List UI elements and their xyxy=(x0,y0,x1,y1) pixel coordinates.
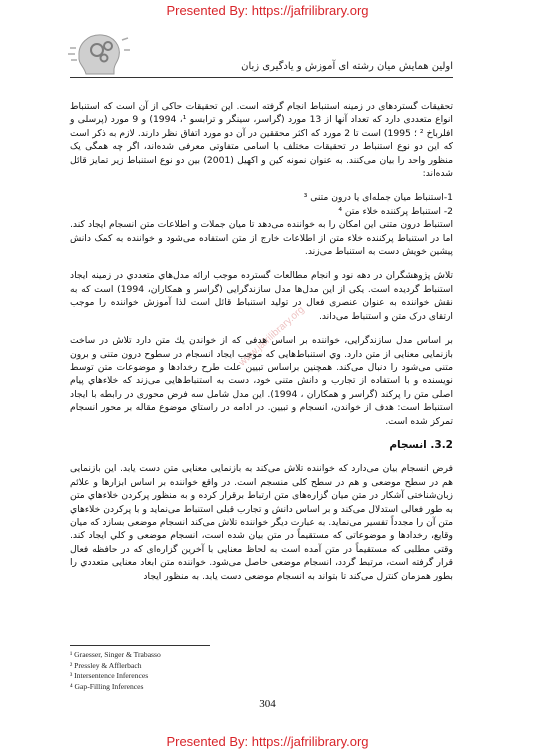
footnote-2: ² Pressley & Afflerbach xyxy=(70,660,142,670)
footnote-1: ¹ Graesser, Singer & Trabasso xyxy=(70,650,161,659)
footnote-divider xyxy=(70,645,210,646)
footnote-3: ³ Intersentence Inferences xyxy=(70,671,149,681)
paragraph-5: فرض انسجام بیان می‌دارد که خواننده تلاش می‌کند به بازنمایی معنایی متن دست یابد. این بازنمایی هم در سطح موضعی و هم در سطح کلی منسجم است. در واقع خواننده بر اساس ابزارها و علائم زبان‌شناختی آشکار در متن میان گزاره‌های متن ارتباط برقرار کرده و به منظور پرکردن خلاءهاي متن به طور فعالی استدلال می‌کند و بر اساس دانش و تجارب قبلی استنباط می‌نماید و با پرکردن خلاءهاي متن آن را مجدداً تفسیر می‌نماید. به عبارت دیگر خواننده تلاش می‌کند انسجام موضعی بسازد که میان وقایع، رخدادها و موضوعاتی که مستقیماً در متن بیان شده است، انسجام موضعی و کلي ایجاد کند. وقتی مطلبی که مستقیماً در متن آمده است به لحاظ معنایی با آخرین گزاره‌ای که در حافظه فعال قرار گرفته است، مرتبط گردد، انسجام موضعی حاصل می‌شود. خواننده متن ابعاد معنایی متعددي را بطور همزمان کنترل می‌کند تا بتواند به انسجام موضعی دست یابد. به منظور ایجاد xyxy=(70,463,453,582)
article-body xyxy=(70,100,453,594)
conference-header-title: اولین همایش میان رشته ای آموزش و یادگیری زبان xyxy=(241,61,453,72)
list-item-2: 2- استنباط پرکننده خلاء متن ⁴ xyxy=(338,205,453,217)
paragraph-2: استنباط درون متنی این امکان را به خواننده می‌دهد تا میان جملات و اطلاعات متن انسجام ایجاد کند. اما در استنباط پرکننده خلاء متن از اطلاعات خارج از متن استفاده می‌شود و خواننده به کمک دانش پیشین خویش دست به استنباط می‌زند. xyxy=(70,219,453,258)
watermark-text: www.jafrilibrary.org xyxy=(237,304,307,369)
bottom-banner-link[interactable]: Presented By: https://jafrilibrary.org xyxy=(166,734,369,749)
page-number: 304 xyxy=(259,698,276,710)
paragraph-4: بر اساس مدل سازندگرایی، خواننده بر اساس هدفی که از خواندن یك متن دارد تلاش در ساخت بازنمایی معنایی از متن دارد. وي استنباط‌هایی که موجب ایجاد انسجام در سطوح درون متنی و برون متنی می‌شود را دنبال می‌کند. همچنین براساس تبیین علت طرح رخدادها و موضوعات متن توسط نویسنده و با استفاده از تجارب و دانش متنی خود، دست به استنباط‌هایی می‌زند که خلاءهاي پیام اصلی متن را پرکند (گراسر و همکاران ، 1994). این مدل شامل سه فرض محوری در رابطه با ایجاد استنباط است: هدف از خواندن، انسجام و تبیین. در ادامه در راستاي موضوع مقاله بر محور انسجام تمرکز شده است. xyxy=(70,335,453,427)
top-banner-link[interactable]: Presented By: https://jafrilibrary.org xyxy=(166,3,369,18)
list-item-1: 1-استنباط میان جمله‌ای یا درون متنی ³ xyxy=(303,192,453,204)
paragraph-1: تحقیقات گستردهای در زمینه استنباط انجام گرفته است. این تحقیقات حاکی از آن است که استنباط انواع متعددی دارد که تعداد آنها از 13 مورد (گراسر، سینگر و ترابسو ¹، 1994) و 9 مورد (پرسلی و افلرباخ ² ؛ 1995) است تا 2 مورد که اکثر محققین در آن دو مورد اتفاق نظر دارند. لازم به ذکر است که این دو نوع استنباط در تحقیقات مختلف با اسامی متفاوتی معرفی شده‌اند، اگر چه همگی یک منظور واحد را بیان می‌کنند. به عنوان نمونه کین و اکهیل (2001) بین دو نوع استنباط زیر تمایز قائل شده‌اند: xyxy=(70,101,453,180)
footnote-4: ⁴ Gap-Filling Inferences xyxy=(70,681,144,691)
section-heading: 3.2. انسجام xyxy=(389,438,453,451)
footnotes xyxy=(70,650,161,692)
paragraph-3: تلاش پژوهشگران در دهه نود و انجام مطالعات گسترده موجب ارائه مدل‌هاي متعددي در زمینه ایجاد استنباط گردیده است. یکی از این مدل‌ها مدل سازندگرایی (گراسر و همکاران، 1994) است که به نقش خواننده به عنوان عنصری فعال در تولید استنباط قائل است لذا آموزش خواننده را موجب ارتقای درک متن و استنباط می‌داند. xyxy=(70,270,454,322)
header-divider xyxy=(70,77,453,78)
